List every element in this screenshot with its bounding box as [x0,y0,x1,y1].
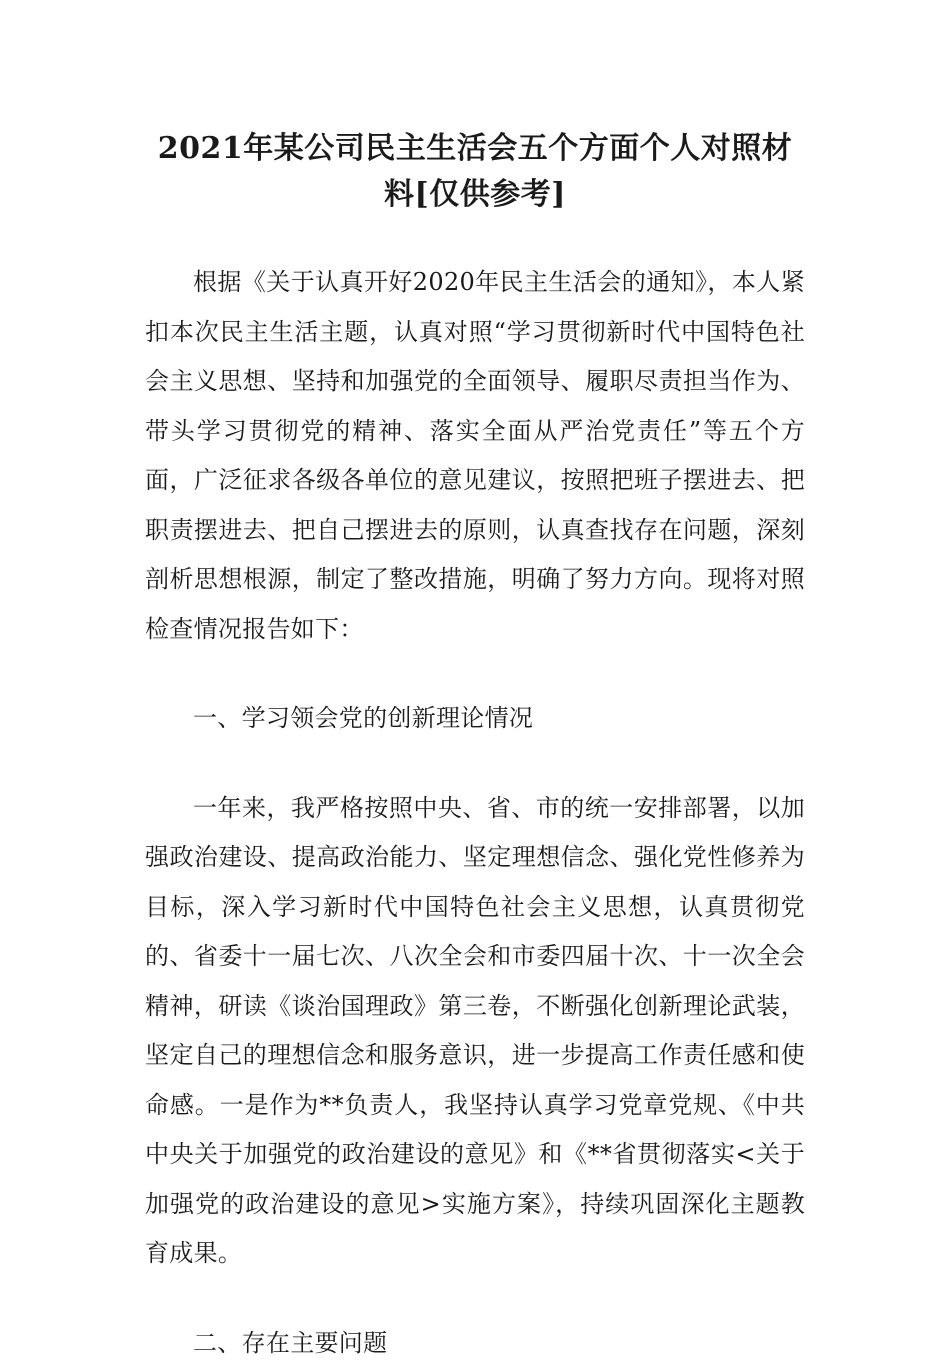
section-heading-1: 一、学习领会党的创新理论情况 [145,694,805,744]
section-body-1: 一年来，我严格按照中央、省、市的统一安排部署，以加强政治建设、提高政治能力、坚定理想信念、强化党性修养为目标，深入学习新时代中国特色社会主义思想，认真贯彻党的、省委十一届七次、八次全会和市委四届十次、十一次全会精神，研读《谈治国理政》第三卷，不断强化创新理论武装，坚定自己的理想信念和服务意识，进一步提高工作责任感和使命感。一是作为**负责人，我坚持认真学习党章党规、《中共中央关于加强党的政治建设的意见》和《**省贯彻落实<关于加强党的政治建设的意见>实施方案》，持续巩固深化主题教育成果。 [145,784,805,1279]
spacer [145,744,805,784]
section-heading-2: 二、存在主要问题 [145,1319,805,1368]
spacer [145,654,805,694]
document-title: 2021年某公司民主生活会五个方面个人对照材料[仅供参考] [145,126,805,218]
intro-paragraph: 根据《关于认真开好2020年民主生活会的通知》，本人紧扣本次民主生活主题，认真对照“学习贯彻新时代中国特色社会主义思想、坚持和加强党的全面领导、履职尽责担当作为、带头学习贯彻党的精神、落实全面从严治党责任”等五个方面，广泛征求各级各单位的意见建议，按照把班子摆进去、把职责摆进去、把自己摆进去的原则，认真查找存在问题，深刻剖析思想根源，制定了整改措施，明确了努力方向。现将对照检查情况报告如下： [145,258,805,654]
spacer [145,1279,805,1319]
spacer [145,218,805,258]
